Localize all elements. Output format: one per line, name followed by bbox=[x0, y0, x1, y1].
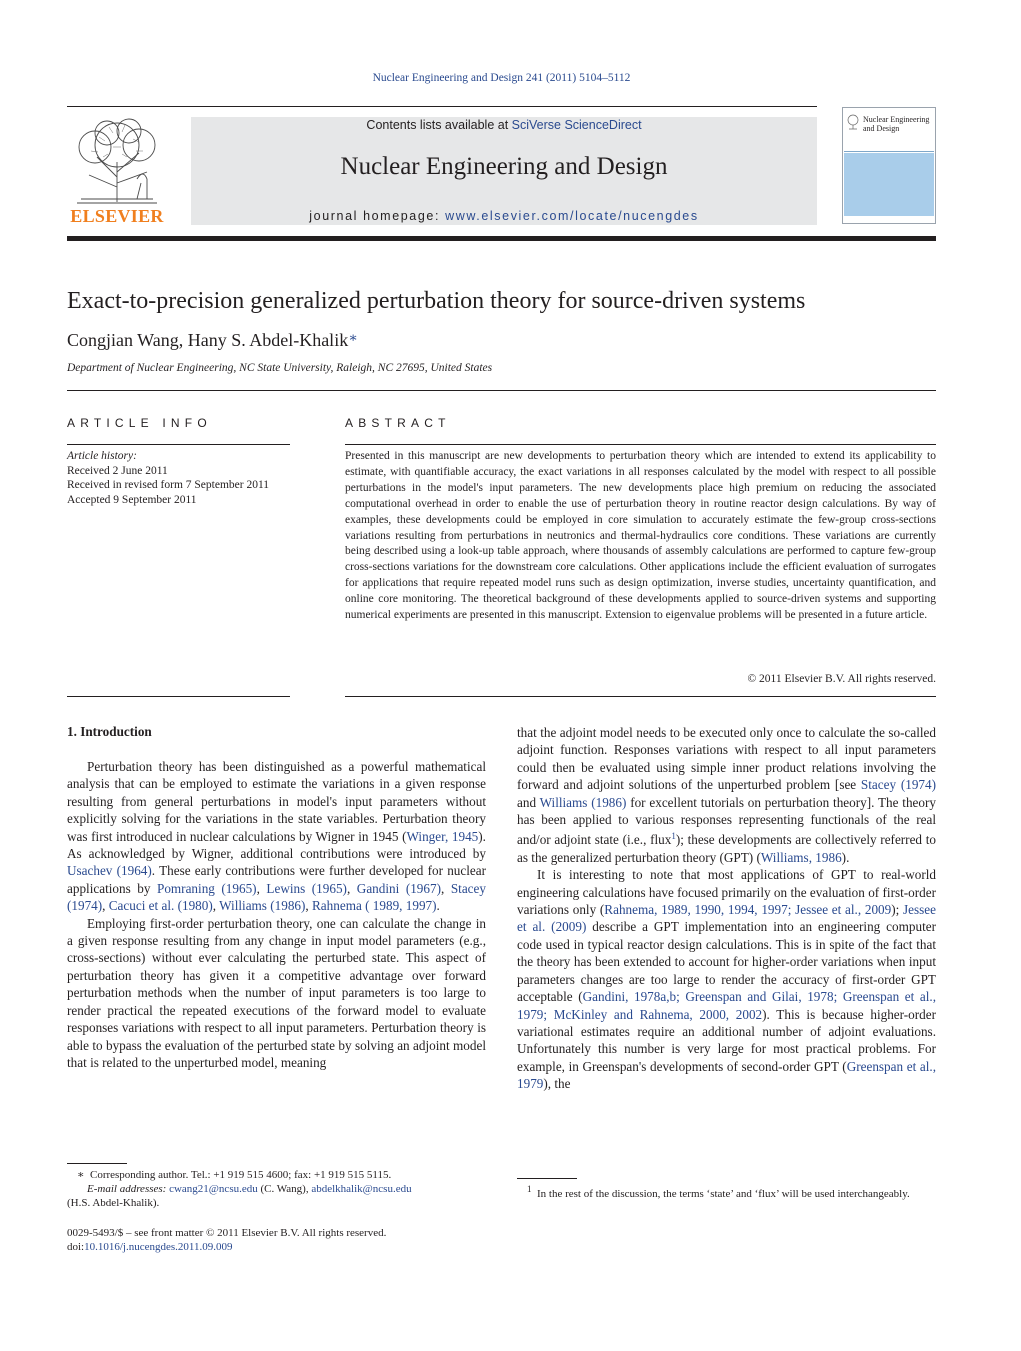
footnote-1 bbox=[517, 1182, 936, 1201]
header-bottom-rule bbox=[67, 236, 936, 241]
journal-cover-thumbnail[interactable] bbox=[842, 107, 936, 224]
corresponding-author-mark[interactable]: ∗ bbox=[348, 331, 358, 346]
footnotes-left bbox=[67, 1168, 486, 1254]
right-column bbox=[517, 724, 936, 1093]
section-1-heading: 1. Introduction bbox=[67, 724, 152, 739]
corresponding-author-note bbox=[67, 1168, 486, 1182]
journal-title: Nuclear Engineering and Design bbox=[340, 153, 668, 180]
ref-gandini-1967[interactable]: Gandini (1967) bbox=[356, 880, 441, 896]
abstract-text: Presented in this manuscript are new developments to perturbation theory which are intended to extend its applicability to estimate, with quantifiable accuracy, the exact variations in all responses calculated by the model with respect to all possible perturbations in the model's input parameters. The new developments place high premium on reducing the associated computational overhead in order to enable the use of perturbation theory in routine reactor design calculations. By way of examples, these developments could be employed in core simulation to accurately estimate the few-group cross-sections variations resulting from perturbations in neutronics and thermal-hydraulics core conditions. These variations are currently being described using a look-up table approach, where thousands of assembly calculations are performed to capture few-group cross-sections variations for the downstream core calculations. Other applications include the efficient evaluation of surrogates for applications that require repeated model runs such as design optimization, inverse studies, uncertainty quantification, and online core monitoring. The theoretical background of these developments applied to source-driven systems and supporting numerical experiments are presented in this manuscript. Extension to eigenvalue problems will be presented in a future article. bbox=[345, 450, 936, 622]
cover-footer bbox=[844, 216, 934, 223]
ref-williams-1986[interactable]: Williams (1986) bbox=[539, 794, 627, 810]
intro-paragraph-2-continued: that the adjoint model needs to be executed only once to calculate the so-called adjoint function. Responses variations with respect to all input parameters could then be evaluated using simple inner product relations involving the forward and adjoint solutions of the unperturbed problem [see Stacey (1974) and Williams (1986) for excellent tutorials on perturbation theory]. The theory has been applied to various responses representing functionals of the real and/or adjoint state (i.e., flux$^1$); these developments are collectively referred to as the generalized perturbation theory (GPT) (Williams, 1986). bbox=[517, 725, 936, 865]
footnote-1-mark: 1 bbox=[527, 1184, 532, 1194]
abstract-bottom-rule bbox=[345, 696, 936, 697]
intro-paragraph-1: Perturbation theory has been distinguished as a powerful mathematical analysis that can be employed to estimate the variations in a given response resulting from general perturbations in model's input parameters without explicitly solving for the variations in the state variables. Perturbation theory was first introduced in nuclear calculations by Wigner in 1945 (Winger, 1945). As acknowledged by Wigner, additional contributions were introduced by Usachev (1964). These early contributions were further developed for nuclear applications by Pomraning (1965), Lewins (1965), Gandini (1967), Stacey (1974), Cacuci et al. (1980), Williams (1986), Rahnema ( 1989, 1997). bbox=[67, 759, 486, 914]
ref-gandini-greenspan-mckinley[interactable]: Gandini, 1978a,b; Greenspan and Gilai, 1978; Greenspan et al., 1979; McKinley and Rahnema, 2000, 2002 bbox=[517, 989, 937, 1022]
contents-line bbox=[191, 118, 817, 132]
ref-cacuci-1980[interactable]: Cacuci et al. (1980) bbox=[108, 898, 213, 914]
history-revised: Received in revised form 7 September 2011 bbox=[67, 479, 270, 492]
header-top-rule bbox=[67, 106, 817, 107]
issn-line: 0029-5493/$ – see front matter © 2011 Elsevier B.V. All rights reserved. bbox=[67, 1227, 387, 1239]
intro-paragraph-2: Employing first-order perturbation theory, one can calculate the change in a given response resulting from any change in input model parameters (e.g., cross-sections) without ever calculating the perturbed state. This aspect of perturbation theory has given it a competitive advantage over forward perturbation methods when the number of input parameters is too large to render practical the repeated executions of the forward model to evaluate responses variations with respect to all input parameters. Perturbation theory is able to bypass the evaluation of the perturbed state by solving an adjoint model that is related to the unperturbed model, meaning bbox=[67, 915, 486, 1070]
email-link-abdelkhalik[interactable]: abdelkhalik@ncsu.edu bbox=[311, 1183, 412, 1195]
ref-lewins-1965[interactable]: Lewins (1965) bbox=[266, 880, 347, 896]
cover-title: Nuclear Engineering and Design bbox=[863, 115, 930, 133]
author-names: Congjian Wang, Hany S. Abdel-Khalik bbox=[67, 330, 349, 350]
article-info-heading: ARTICLE INFO bbox=[67, 416, 212, 430]
ref-williams-1986[interactable]: Williams (1986) bbox=[219, 898, 306, 914]
footnote-1-text: In the rest of the discussion, the terms ‘state’ and ‘flux’ will be used interchangeably. bbox=[537, 1188, 910, 1200]
ref-rahnema-jessee[interactable]: Rahnema, 1989, 1990, 1994, 1997; Jessee et al., 2009 bbox=[604, 902, 892, 918]
history-accepted: Accepted 9 September 2011 bbox=[67, 493, 197, 506]
email-wang-name: (C. Wang), bbox=[257, 1183, 312, 1195]
ref-winger-1945[interactable]: Winger, 1945 bbox=[406, 828, 479, 844]
homepage-prefix: journal homepage: bbox=[309, 209, 446, 223]
journal-masthead bbox=[191, 117, 817, 225]
footnote-rule-right bbox=[517, 1178, 577, 1179]
author-affiliation: Department of Nuclear Engineering, NC State University, Raleigh, NC 27695, United States bbox=[67, 362, 493, 374]
article-history bbox=[67, 449, 269, 507]
title-bottom-rule bbox=[67, 390, 936, 391]
journal-homepage bbox=[191, 209, 817, 223]
journal-reference[interactable]: Nuclear Engineering and Design 241 (2011) 5104–5112 bbox=[372, 72, 631, 84]
corr-text: Corresponding author. Tel.: +1 919 515 4600; fax: +1 919 515 5115. bbox=[89, 1169, 392, 1181]
article-title: Exact-to-precision generalized perturbation theory for source-driven systems bbox=[67, 288, 806, 314]
footnote-1-ref[interactable]: 1 bbox=[671, 831, 676, 842]
homepage-link[interactable]: www.elsevier.com/locate/nucengdes bbox=[445, 209, 699, 223]
doi-line bbox=[67, 1240, 486, 1254]
sciencedirect-link[interactable]: SciVerse ScienceDirect bbox=[511, 118, 642, 132]
left-column bbox=[67, 758, 486, 1071]
email-addresses bbox=[67, 1182, 486, 1196]
ref-stacey-1974[interactable]: Stacey (1974) bbox=[67, 880, 486, 914]
intro-paragraph-3: It is interesting to note that most applications of GPT to real-world engineering calculations have focused primarily on the evaluation of first-order variations only (Rahnema, 1989, 1990, 1994, 1997; Jessee et al., 2009); Jessee et al. (2009) describe a GPT implementation into an engineering computer code used in typical reactor design calculations. This is in spite of the fact that the theory has been extended to account for higher-order variations when input parameters changes are too large to render the accuracy of first-order GPT acceptable (Gandini, 1978a,b; Greenspan and Gilai, 1978; Greenspan et al., 1979; McKinley and Rahnema, 2000, 2002). This is because higher-order variational estimates require an additional number of adjoint evaluations. Unfortunately this number is very large for most practical problems. For example, in Greenspan's developments of second-order GPT (Greenspan et al., 1979), the bbox=[517, 867, 937, 1092]
ref-stacey-1974[interactable]: Stacey (1974) bbox=[860, 777, 936, 793]
corr-mark: ∗ bbox=[77, 1169, 85, 1181]
doi-link[interactable]: 10.1016/j.nucengdes.2011.09.009 bbox=[84, 1241, 233, 1253]
ref-rahnema-1989-1997[interactable]: Rahnema ( 1989, 1997) bbox=[312, 898, 437, 914]
email-link-wang[interactable]: cwang21@ncsu.edu bbox=[169, 1183, 258, 1195]
article-authors bbox=[67, 330, 358, 351]
email-label: E-mail addresses: bbox=[87, 1183, 170, 1195]
elsevier-wordmark: ELSEVIER bbox=[70, 206, 164, 226]
ref-jessee-2009[interactable]: Jessee et al. (2009) bbox=[517, 902, 936, 935]
abstract-heading: ABSTRACT bbox=[345, 416, 451, 430]
footnote-rule-left bbox=[67, 1163, 127, 1164]
contents-prefix: Contents lists available at bbox=[366, 118, 512, 132]
history-received: Received 2 June 2011 bbox=[67, 464, 168, 477]
abstract-copyright: © 2011 Elsevier B.V. All rights reserved. bbox=[747, 673, 936, 685]
history-label: Article history: bbox=[67, 450, 137, 462]
cover-tree-icon bbox=[846, 114, 860, 130]
cover-divider bbox=[844, 151, 934, 152]
doi-label: doi: bbox=[67, 1241, 85, 1253]
article-info-bottom-rule bbox=[67, 696, 290, 697]
abstract-rule bbox=[345, 444, 936, 445]
article-info-rule bbox=[67, 444, 290, 445]
ref-usachev-1964[interactable]: Usachev (1964) bbox=[67, 863, 152, 879]
ref-pomraning-1965[interactable]: Pomraning (1965) bbox=[157, 880, 257, 896]
cover-artwork bbox=[844, 153, 934, 216]
email-owner: (H.S. Abdel-Khalik). bbox=[67, 1197, 160, 1209]
ref-williams-1986[interactable]: Williams, 1986 bbox=[760, 849, 842, 865]
ref-greenspan-1979[interactable]: Greenspan et al., 1979 bbox=[517, 1058, 936, 1092]
